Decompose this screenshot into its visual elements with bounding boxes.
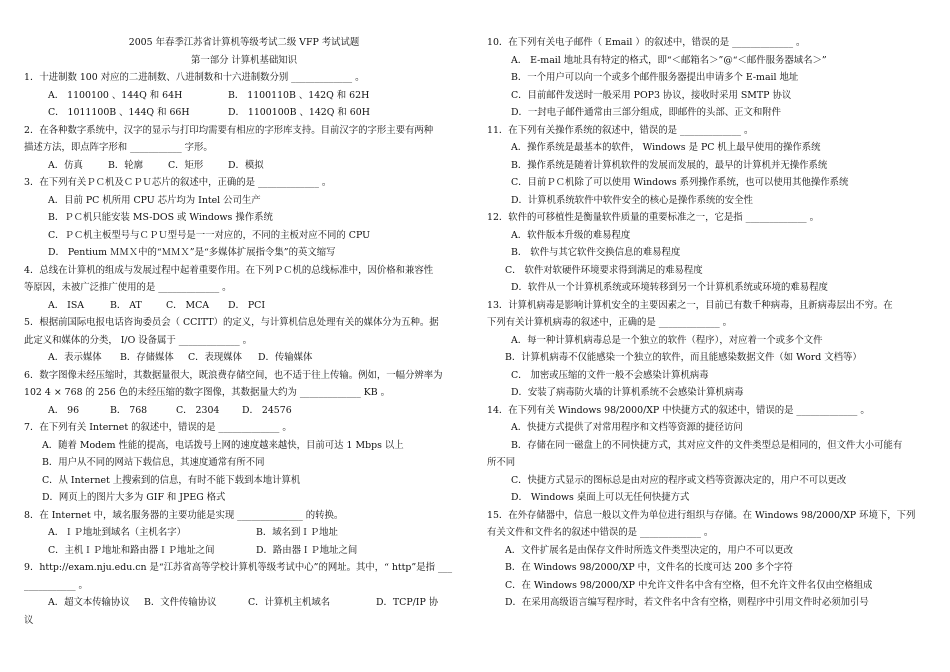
question-5-cont: 此定义和媒体的分类， I/O 设备属于 _____________ 。 xyxy=(24,334,253,346)
option-d: D． Windows 桌面上可以无任何快捷方式 xyxy=(511,492,690,503)
question-4: 4．总线在计算机的组成与发展过程中起着重要作用。在下列ＰＣ机的总线标准中，因价格和兼容性 xyxy=(24,264,434,276)
question-8-options-2 xyxy=(24,542,464,560)
option-b: B． 768 xyxy=(110,404,148,416)
question-4-cont: 等原因，未被广泛推广使用的是 _____________ 。 xyxy=(24,282,232,293)
option-c: C． 2304 xyxy=(176,404,220,416)
question-6-cont: 102 4 × 768 的 256 色的未经压缩的数字图像，其数据量大约为 _____________ KB 。 xyxy=(24,387,391,398)
right-column xyxy=(487,34,925,612)
option-c: C．目前ＰＣ机除了可以使用 Windows 系列操作系统，也可以使用其他操作系统 xyxy=(511,177,849,188)
option-c: C．矩形 xyxy=(168,159,204,171)
question-8-options xyxy=(24,524,464,542)
question-9-cont: ___________ 。 xyxy=(24,579,88,591)
option-d: D．计算机系统软件中软件安全的核心是操作系统的安全性 xyxy=(511,194,753,206)
option-c: C．在 Windows 98/2000/XP 中允许文件名中含有空格，但不允许文件名仅由空格组成 xyxy=(505,579,873,591)
question-5-options xyxy=(24,349,464,367)
option-b-cont: 所不同 xyxy=(487,457,516,468)
option-d: D．网页上的图片大多为 GIF 和 JPEG 格式 xyxy=(42,492,226,503)
question-15-cont: 有关文件和文件名的叙述中错误的是 _____________ 。 xyxy=(487,527,714,538)
option-a: A．随着 Modem 性能的提高，电话拨号上网的速度越来越快，目前可达 1 Mbps 以上 xyxy=(42,439,404,451)
option-d: D．TCP/IP 协 xyxy=(376,597,439,608)
question-1-options xyxy=(24,87,464,105)
option-c: C．快捷方式显示的图标总是由对应的程序或文档等资源决定的，用户不可以更改 xyxy=(511,474,847,486)
option-a: A． 1100100 、144Q 和 64H xyxy=(48,89,183,101)
option-c: C．计算机主机域名 xyxy=(248,597,331,608)
option-b: B． 1100110B 、142Q 和 62H xyxy=(228,89,370,101)
option-b: B．用户从不同的网站下载信息，其速度通常有所不同 xyxy=(42,457,265,468)
option-c: C．主机ＩＰ地址和路由器ＩＰ地址之间 xyxy=(48,544,215,556)
option-d: D． Pentium ＭＭＸ中的“ＭＭＸ”是“多媒体扩展指令集”的英文缩写 xyxy=(48,247,336,258)
option-a: A．目前 PC 机所用 CPU 芯片均为 Intel 公司生产 xyxy=(48,194,261,206)
question-13-cont: 下列有关计算机病毒的叙述中，正确的是 _____________ 。 xyxy=(487,317,733,328)
question-12: 12．软件的可移植性是衡量软件质量的重要标准之一，它是指 _____________ 。 xyxy=(487,212,819,223)
question-9: 9．http://exam.nju.edu.cn 是“江苏省高等学校计算机等级考试中心”的网址。其中，“ http”是指 ___ xyxy=(24,562,453,573)
option-c: C．目前邮件发送时一般采用 POP3 协议，接收时采用 SMTP 协议 xyxy=(511,89,792,101)
option-a: A．仿真 xyxy=(48,159,83,171)
option-a: A．文件扩展名是由保存文件时所选文件类型决定的，用户不可以更改 xyxy=(505,544,794,556)
option-b: B． 软件与其它软件交换信息的难易程度 xyxy=(511,247,681,258)
option-c: C． 1011100B 、144Q 和 66H xyxy=(48,107,190,118)
option-d: D．模拟 xyxy=(228,159,264,171)
option-b: B．计算机病毒不仅能感染一个独立的软件，而且能感染数据文件（如 Word 文档等） xyxy=(505,352,862,363)
question-6: 6．数字图像未经压缩时，其数据量很大，既浪费存储空间，也不适于往上传输。例如，一幅分辨率为 xyxy=(24,369,443,381)
question-15: 15．在外存储器中，信息一般以文件为单位进行组织与存储。在 Windows 98/2000/XP 环境下，下列 xyxy=(487,509,916,521)
question-9-tail: 议 xyxy=(24,614,34,626)
option-d: D．路由器ＩＰ地址之间 xyxy=(256,544,358,556)
option-a: A．每一种计算机病毒总是一个独立的软件（程序），对应着一个或多个文件 xyxy=(511,334,823,346)
option-b: B．在 Windows 98/2000/XP 中，文件名的长度可达 200 多个字符 xyxy=(505,562,793,573)
option-d: D．软件从一个计算机系统或环境转移到另一个计算机系统或环境的难易程度 xyxy=(511,282,828,293)
option-d: D．在采用高级语言编写程序时，若文件名中含有空格，则程序中引用文件时必须加引号 xyxy=(505,597,869,608)
option-d: D．安装了病毒防火墙的计算机系统不会感染计算机病毒 xyxy=(511,387,744,398)
option-d: D． PCI xyxy=(228,299,266,311)
option-b: B．文件传输协议 xyxy=(144,597,217,608)
option-b: B．ＰＣ机只能安装 MS-DOS 或 Windows 操作系统 xyxy=(48,212,273,223)
option-b: B．域名到ＩＰ地址 xyxy=(256,527,338,538)
option-b: B．存储在同一磁盘上的不同快捷方式，其对应文件的文件类型总是相同的，但文件大小可能有 xyxy=(511,439,903,451)
question-7: 7．在下列有关 Internet 的叙述中，错误的是 _____________ 。 xyxy=(24,422,292,433)
question-1-options-2 xyxy=(24,104,464,122)
option-b: B．存储媒体 xyxy=(120,352,174,363)
question-10: 10．在下列有关电子邮件（ Email ）的叙述中，错误的是 _____________ 。 xyxy=(487,37,806,48)
option-a: A．ＩＰ地址到域名（主机名字） xyxy=(48,527,187,538)
option-a: A． E-mail 地址具有特定的格式，即“＜邮箱名＞”@“＜邮件服务器域名＞” xyxy=(511,54,827,66)
option-c: C．表现媒体 xyxy=(188,352,243,363)
question-5: 5．根据前国际电报电话咨询委员会（ CCITT）的定义，与计算机信息处理有关的媒体分为五种。据 xyxy=(24,317,439,328)
question-2: 2．在各种数字系统中，汉字的显示与打印均需要有相应的字形库支持。目前汉字的字形主要有两种 xyxy=(24,124,434,136)
option-b: B．轮廓 xyxy=(108,159,144,171)
question-1: 1．十进制数 100 对应的二进制数、八进制数和十六进制数分别 _____________ 。 xyxy=(24,72,365,83)
option-c: C． 加密或压缩的文件一般不会感染计算机病毒 xyxy=(511,369,709,381)
option-a: A．软件版本升级的难易程度 xyxy=(511,229,631,241)
option-b: B． AT xyxy=(110,299,142,311)
option-c: C．从 Internet 上搜索到的信息，有时不能下载到本地计算机 xyxy=(42,474,301,486)
option-d: D． 1100100B 、142Q 和 60H xyxy=(228,107,370,118)
question-3: 3．在下列有关ＰＣ机及ＣＰＵ芯片的叙述中，正确的是 _____________ 。 xyxy=(24,177,332,188)
left-column xyxy=(24,34,464,629)
option-d: D．传输媒体 xyxy=(258,352,313,363)
question-2-options xyxy=(24,157,464,175)
question-8: 8．在 Internet 中，域名服务器的主要功能是实现 ______________ 的转换。 xyxy=(24,509,344,521)
option-c: C． MCA xyxy=(166,299,210,311)
option-a: A． 96 xyxy=(48,404,80,416)
option-d: D． 24576 xyxy=(242,404,292,416)
question-13: 13．计算机病毒是影响计算机安全的主要因素之一，目前已有数千种病毒，且新病毒层出不穷。在 xyxy=(487,299,893,311)
option-b: B．操作系统是随着计算机软件的发展而发展的，最早的计算机并无操作系统 xyxy=(511,159,828,171)
question-6-options xyxy=(24,402,464,420)
question-9-options xyxy=(24,594,464,612)
option-a: A．操作系统是最基本的软件， Windows 是 PC 机上最早使用的操作系统 xyxy=(511,142,821,153)
option-a: A．快捷方式提供了对常用程序和文档等资源的捷径访问 xyxy=(511,422,743,433)
option-c: C．ＰＣ机主板型号与ＣＰＵ型号是一一对应的，不同的主板对应不同的 CPU xyxy=(48,229,370,241)
question-11: 11．在下列有关操作系统的叙述中，错误的是 _____________ 。 xyxy=(487,124,754,136)
option-a: A．表示媒体 xyxy=(48,352,102,363)
question-2-cont: 描述方法，即点阵字形和 ___________ 字形。 xyxy=(24,142,213,153)
section-title: 第一部分 计算机基础知识 xyxy=(190,54,298,66)
option-a: A．超文本传输协议 xyxy=(48,597,130,608)
option-a: A． ISA xyxy=(48,299,85,311)
question-4-options xyxy=(24,297,464,315)
question-14: 14．在下列有关 Windows 98/2000/XP 中快捷方式的叙述中，错误的是 _____________ 。 xyxy=(487,404,870,416)
option-c: C． 软件对软硬件环境要求得到满足的难易程度 xyxy=(505,264,703,276)
exam-title: 2005 年春季江苏省计算机等级考试二级 VFP 考试试题 xyxy=(128,37,360,48)
option-b: B．一个用户可以向一个或多个邮件服务器提出申请多个 E-mail 地址 xyxy=(511,72,799,83)
option-d: D．一封电子邮件通常由三部分组成，即邮件的头部、正文和附件 xyxy=(511,107,782,118)
